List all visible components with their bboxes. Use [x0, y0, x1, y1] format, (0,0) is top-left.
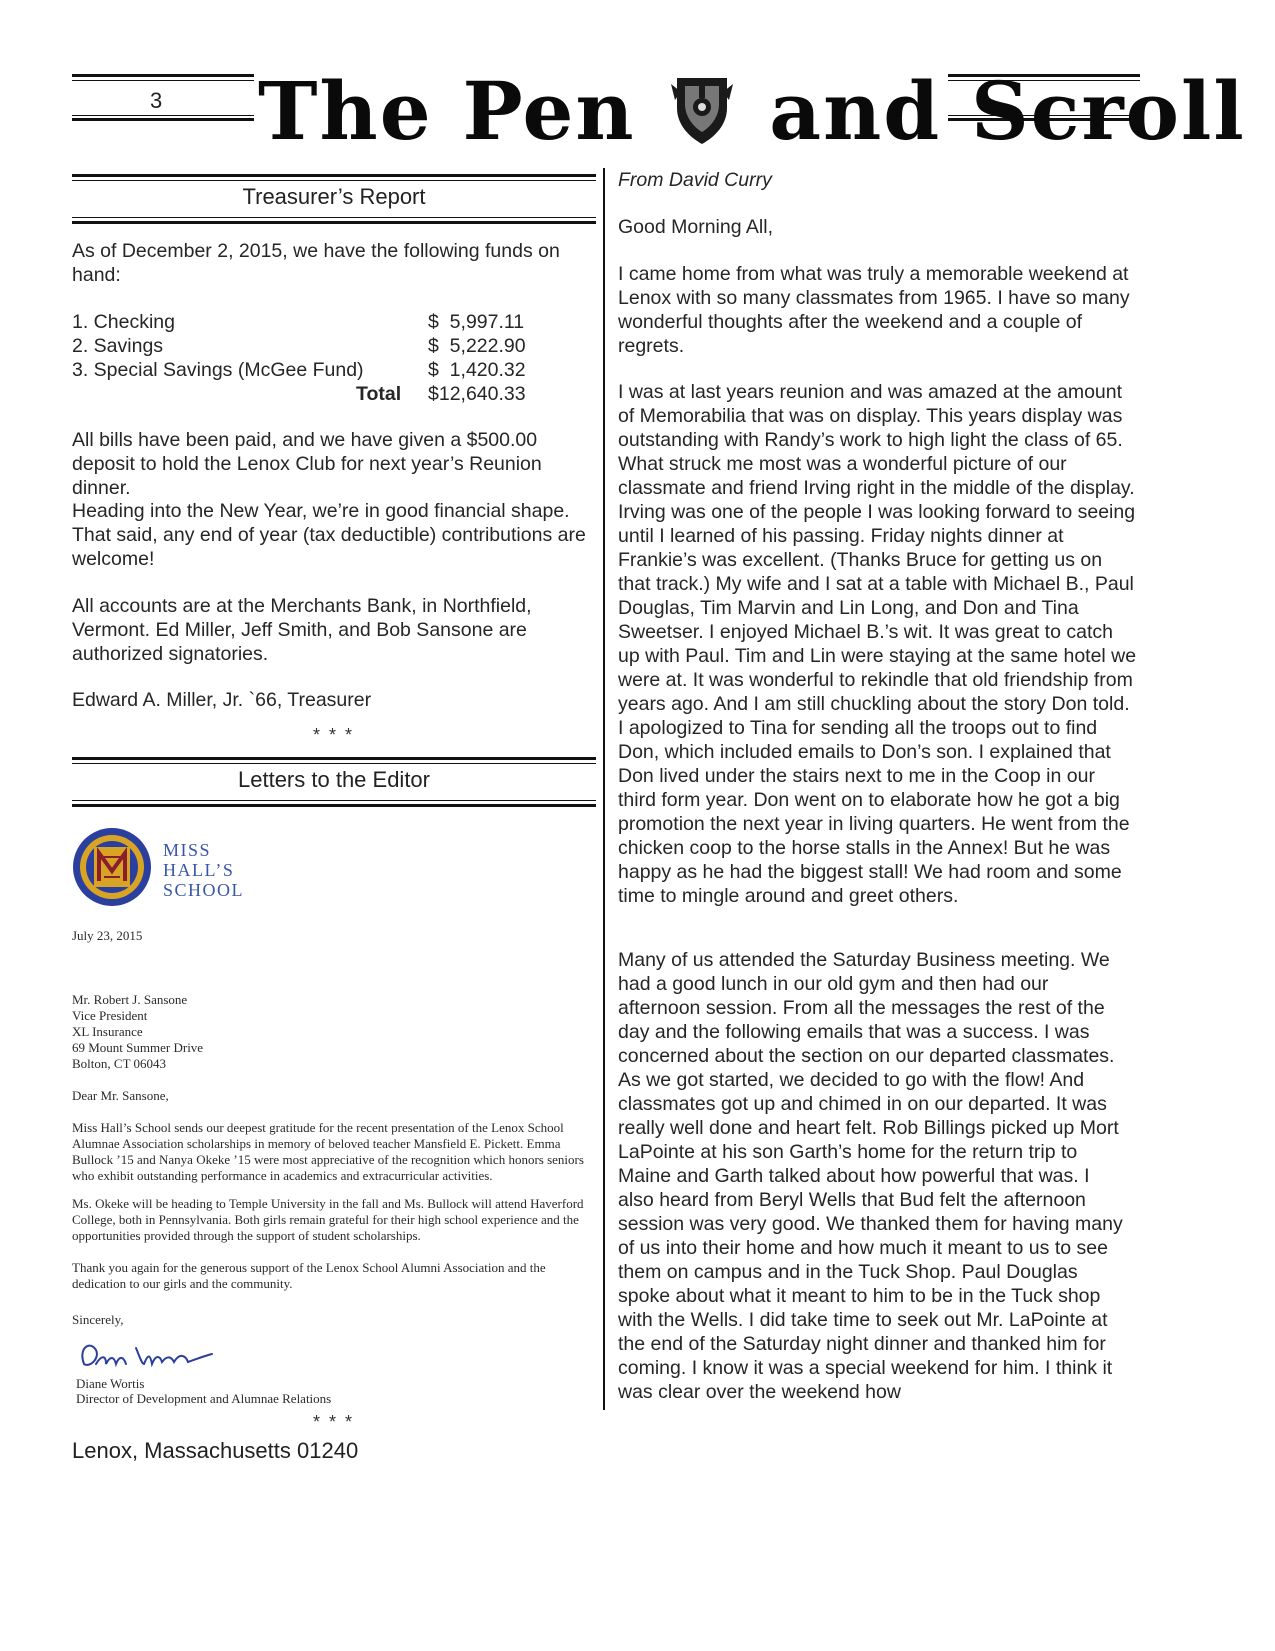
school-name-line: MISS: [163, 840, 212, 860]
curry-greeting: Good Morning All,: [618, 216, 774, 238]
treasurer-heading: Treasurer’s Report: [242, 184, 426, 209]
curry-paragraph: Many of us attended the Saturday Business meeting. We had a good lunch in our old gym and then had our afternoon session. From all the messages the rest of the day and the following emails that was a success. I was concerned about the section on our departed classmates. As we got started, we decided to go with the flow! And classmates got up and chimed in on our departed. It was really well done and heart felt. Rob Billings picked up Mort LaPointe at his son Garth’s home for the return trip to Maine and Garth talked about how powerful that was. I also heard from Beryl Wells that Bud felt the afternoon session was very good. We thanked them for having many of us into their home and how much it meant to us to see them on campus and in the Tuck Shop. Paul Douglas spoke about what it meant to him to be in the Tuck shop with the Wells. I did take time to seek out Mr. LaPointe at the end of the Saturday night dinner and thanked him for coming. I know it was a special weekend for him. I think it was clear over the weekend how: [618, 949, 1123, 1403]
treasurer-section-header: [72, 174, 596, 224]
school-name-line: HALL’S: [163, 860, 235, 880]
masthead-title-right: and Scroll: [769, 64, 1246, 158]
section-separator: * * *: [313, 1412, 355, 1432]
letter-paragraph: Miss Hall’s School sends our deepest gratitude for the recent presentation of the Lenox School Alumnae Association scholarships in memory of beloved teacher Mansfield E. Pickett. Emma Bullock ’15 and Nanya Okeke ’15 were most appreciative of the recognition which honors seniors who exhibit outstanding performance in academics and extracurricular activities.: [72, 1120, 584, 1183]
letter-signer-title: Director of Development and Alumnae Relations: [76, 1391, 332, 1406]
ledger-amount: $ 5,222.90: [428, 335, 526, 357]
address-line: Vice President: [72, 1008, 148, 1023]
page-number: 3: [150, 88, 163, 113]
letter-address: [72, 992, 203, 1072]
section-separator: * * *: [313, 725, 355, 745]
ledger-label: 1. Checking: [72, 311, 175, 333]
masthead-title-left: The Pen: [258, 64, 636, 158]
treasurer-intro: As of December 2, 2015, we have the following funds on hand:: [72, 240, 560, 286]
miss-halls-school-seal: [72, 827, 152, 907]
masthead-rule-left: [72, 74, 254, 85]
curry-paragraph: I came home from what was truly a memorable weekend at Lenox with so many classmates from 1965. I have so many wonderful thoughts after the weekend and a couple of regrets.: [618, 263, 1130, 357]
letters-section-header: [72, 757, 596, 807]
school-name: [163, 840, 244, 900]
ledger-amount: $ 1,420.32: [428, 359, 526, 381]
ledger-label: 3. Special Savings (McGee Fund): [72, 359, 364, 381]
ledger-label: 2. Savings: [72, 335, 164, 357]
letter-paragraph: Ms. Okeke will be heading to Temple University in the fall and Ms. Bullock will attend Haverford College, both in Pennsylvania. Both girls remain grateful for their high school experience and the opportunities provided through the support of student scholarships.: [72, 1196, 584, 1243]
funds-ledger: [72, 310, 542, 406]
letter-date: July 23, 2015: [72, 928, 143, 943]
handwritten-signature: [76, 1334, 218, 1376]
ledger-total-row: [72, 382, 542, 406]
address-line: Bolton, CT 06043: [72, 1056, 167, 1071]
treasurer-signature: Edward A. Miller, Jr. `66, Treasurer: [72, 689, 372, 711]
column-divider: [603, 168, 605, 1410]
letter-signer-name: Diane Wortis: [76, 1376, 145, 1391]
ledger-row: [72, 334, 542, 358]
curry-paragraph: I was at last years reunion and was amazed at the amount of Memorabilia that was on display. This years display was outstanding with Randy’s work to high light the class of 65. What struck me most was a wonderful picture of our classmate and friend Irving right in the middle of the display. Irving was one of the people I was looking forward to seeing until I learned of his passing. Friday nights dinner at Frankie’s was excellent. (Thanks Bruce for getting us on that track.) My wife and I sat at a table with Michael B., Paul Douglas, Tim Marvin and Lin Long, and Don and Tina Sweetser. I enjoyed Michael B.’s wit. It was great to catch up with Paul. Tim and Lin were staying at the same hotel we were at. It was wonderful to rekindle that old friendship from years ago. And I am still chuckling about the story Don told. I apologized to Tina for sending all the troops out to find Don, which included emails to Don’s son. I explained that Don lived under the stairs next to me in the Coop in our third form year. Don went on to elaborate how he got a big promotion the next year in living quarters. He went from the chicken coop to the horse stalls in the Annex! But he was happy as he had the biggest stall! We had room and some time to mingle around and greet others.: [618, 381, 1137, 907]
treasurer-bills-paragraph: All bills have been paid, and we have given a $500.00 deposit to hold the Lenox Club for next year’s Reunion dinner.: [72, 429, 542, 499]
ledger-row: [72, 310, 542, 334]
letter-paragraph: Thank you again for the generous support of the Lenox School Alumni Association and the dedication to our girls and the community.: [72, 1260, 546, 1291]
address-line: 69 Mount Summer Drive: [72, 1040, 204, 1055]
treasurer-newyear-paragraph: Heading into the New Year, we’re in good financial shape. That said, any end of year (tax deductible) contributions are welcome!: [72, 500, 586, 570]
school-name-line: SCHOOL: [163, 880, 245, 900]
heraldic-crest-icon: [671, 73, 733, 163]
masthead-title: [258, 64, 1246, 158]
address-line: XL Insurance: [72, 1024, 143, 1039]
ledger-amount: $ 5,997.11: [428, 311, 525, 333]
letter-closing: Sincerely,: [72, 1312, 124, 1327]
ledger-row: [72, 358, 542, 382]
curry-byline: From David Curry: [618, 169, 772, 191]
ledger-total-amount: $12,640.33: [428, 383, 526, 405]
ledger-total-label: Total: [356, 383, 402, 405]
treasurer-accounts-paragraph: All accounts are at the Merchants Bank, in Northfield, Vermont. Ed Miller, Jeff Smith, and Bob Sansone are authorized signatories.: [72, 595, 532, 665]
letters-heading: Letters to the Editor: [238, 767, 430, 792]
footer-address: Lenox, Massachusetts 01240: [72, 1438, 359, 1463]
masthead-rule-left-bottom: [72, 115, 254, 126]
letter-salutation: Dear Mr. Sansone,: [72, 1088, 169, 1103]
address-line: Mr. Robert J. Sansone: [72, 992, 188, 1007]
